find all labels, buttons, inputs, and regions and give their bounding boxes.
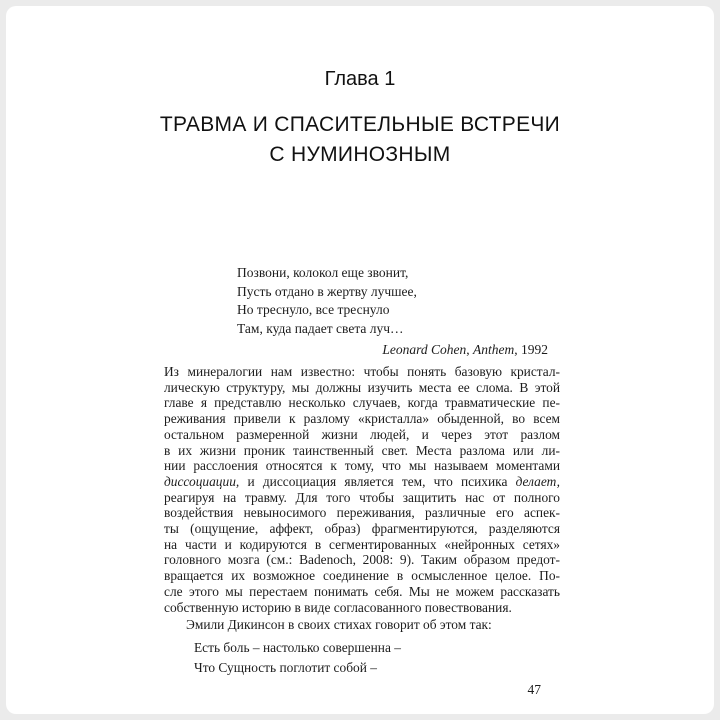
epigraph	[237, 264, 417, 338]
text-segment: реживания привели к разлому «кристалла» обыденной, во всем	[164, 411, 560, 427]
text-segment: Там, куда падает света луч…	[237, 320, 404, 336]
text-segment: Из минералогии нам известно: чтобы понять базовую кристал-	[164, 364, 560, 379]
text-segment: , 1992	[514, 342, 548, 357]
body-line	[164, 521, 560, 537]
body-line	[164, 537, 560, 553]
body-line	[164, 474, 560, 490]
chapter-title-line	[6, 110, 714, 140]
chapter-title-line	[6, 140, 714, 170]
epigraph-line	[237, 283, 417, 302]
epigraph-attribution	[164, 342, 560, 358]
text-segment: С НУМИНОЗНЫМ	[269, 143, 451, 166]
text-segment: Но треснуло, все треснуло	[237, 302, 390, 317]
text-column	[164, 364, 560, 678]
body-line	[164, 458, 560, 474]
text-segment: реагируя на травму. Для того чтобы защитить нас от полного	[164, 489, 560, 505]
book-page	[6, 6, 714, 714]
text-segment: и диссоциация является тем, что психика	[239, 473, 516, 489]
epigraph-line	[237, 264, 417, 283]
body-paragraph	[164, 364, 560, 615]
text-segment: Пусть отдано в жертву лучшее,	[237, 283, 417, 299]
text-segment: воздействия невыносимого переживания, различные его аспек-	[164, 505, 560, 521]
text-segment: диссоциации,	[164, 473, 240, 489]
text-segment: в их жизни проник таинственный свет. Места разлома или ли-	[164, 442, 560, 458]
text-segment: на части и кодируются в сегментированных «нейронных сетях»	[164, 536, 560, 552]
text-segment: собственную историю в виде согласованного повествования.	[164, 599, 512, 615]
verse-quote	[194, 638, 560, 678]
body-line	[164, 395, 560, 411]
text-segment: нии расслоения относятся к тому, что мы называем моментами	[164, 458, 560, 474]
text-segment: остальном размеренной жизни людей, и через этот разлом	[164, 426, 560, 442]
text-segment: Leonard Cohen	[382, 342, 467, 357]
text-segment: вращается их возможное соединение в осмысленное целое. По-	[164, 568, 560, 584]
page-number: 47	[527, 682, 541, 697]
body-line	[164, 364, 560, 380]
text-segment: ты (ощущение, аффект, образ) фрагментируются, разделяются	[164, 521, 560, 537]
body-line	[164, 568, 560, 584]
text-segment: главе я представлю несколько случаев, когда травматические пе-	[164, 395, 560, 411]
chapter-title	[6, 110, 714, 170]
verse-line	[194, 658, 560, 678]
text-segment: делает,	[515, 473, 560, 489]
text-segment: ,	[466, 342, 473, 357]
body-line	[164, 552, 560, 568]
body-line	[164, 505, 560, 521]
text-segment: Позвони, колокол еще звонит,	[237, 265, 409, 280]
chapter-label: Глава 1	[324, 68, 396, 90]
epigraph-line	[237, 301, 417, 320]
text-segment: Anthem	[473, 342, 515, 357]
text-segment: лическую структуру, мы должны изучить места ее слома. В этой	[164, 379, 560, 395]
body-line	[164, 411, 560, 427]
text-segment: сле этого мы перестаем понимать себя. Мы не можем рассказать	[164, 583, 560, 599]
body-line	[164, 490, 560, 506]
body-line	[164, 443, 560, 459]
text-segment: ТРАВМА И СПАСИТЕЛЬНЫЕ ВСТРЕЧИ	[159, 113, 561, 136]
text-segment: головного мозга (см.: Badenoch, 2008: 9). Таким образом предот-	[164, 552, 560, 568]
paragraph-emily-dickinson: Эмили Дикинсон в своих стихах говорит об этом так:	[186, 617, 492, 633]
body-line	[164, 427, 560, 443]
verse-line	[194, 638, 560, 658]
text-segment: Что Сущность поглотит собой –	[194, 659, 377, 675]
body-line	[164, 584, 560, 600]
text-segment: Есть боль – настолько совершенна –	[194, 639, 401, 655]
body-line	[164, 600, 560, 616]
epigraph-line	[237, 320, 417, 339]
body-line	[164, 380, 560, 396]
